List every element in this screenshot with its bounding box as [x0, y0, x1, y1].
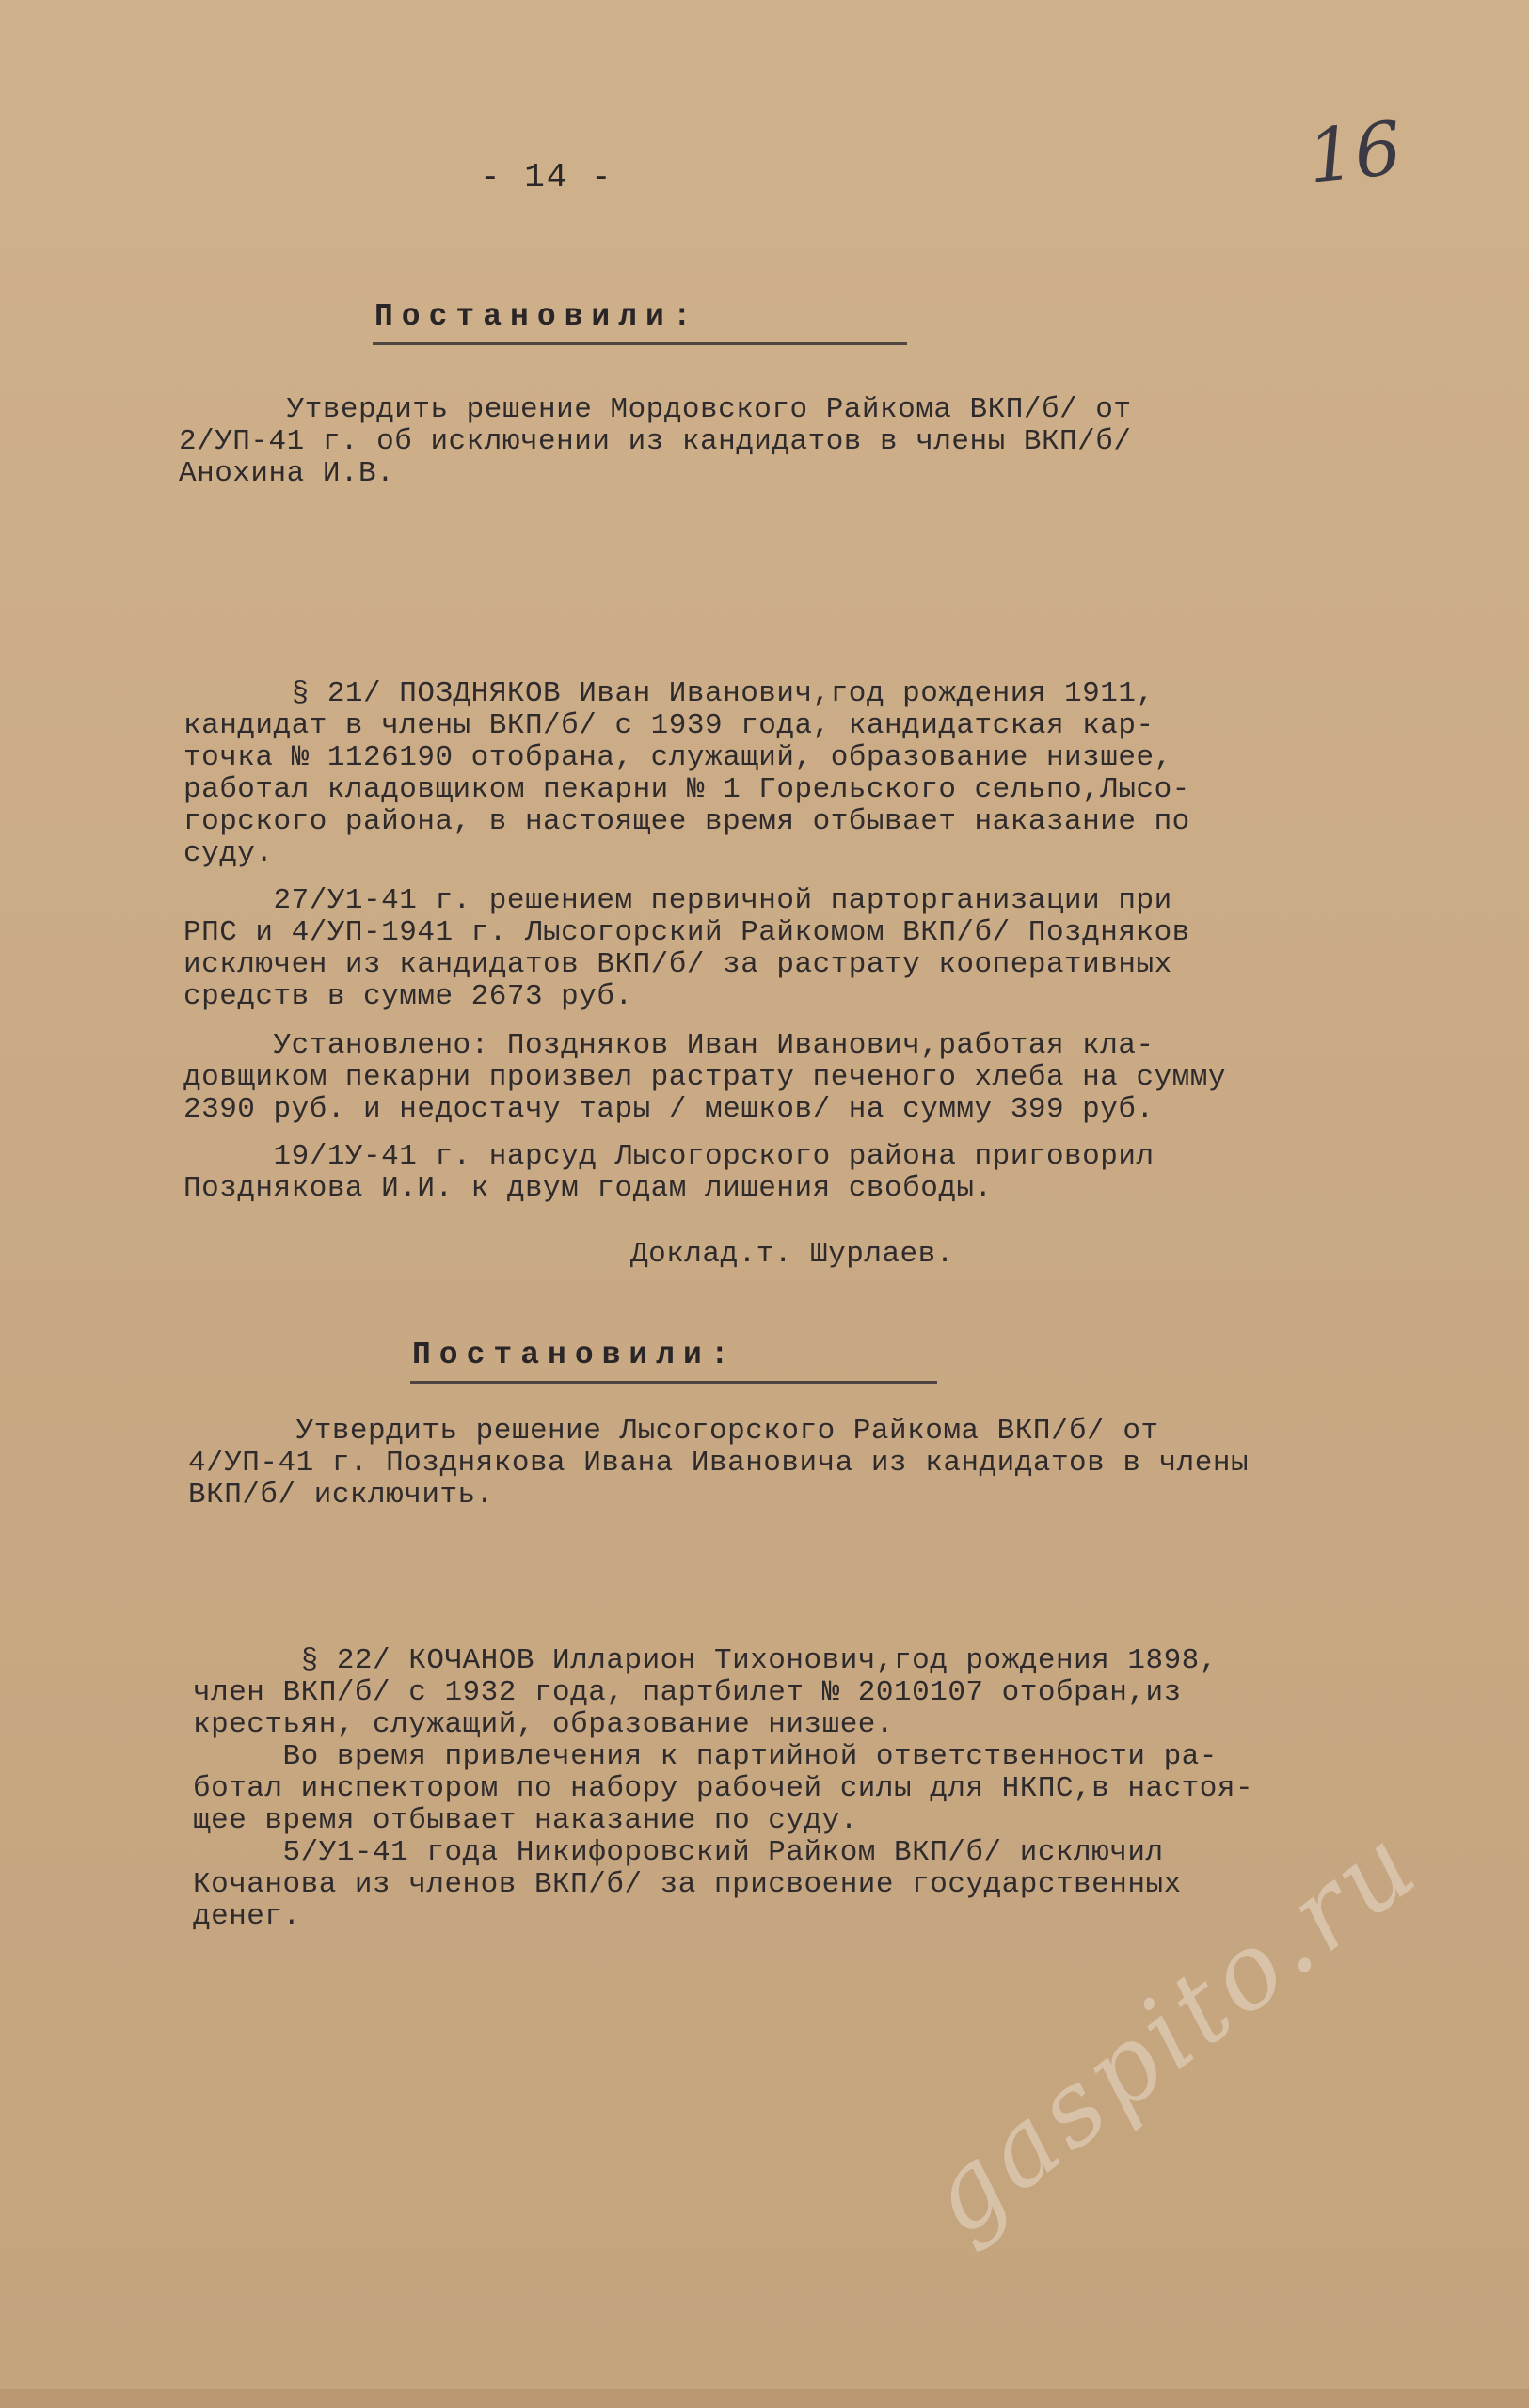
paragraph-22-line: крестьян, служащий, образование низшее.: [193, 1708, 895, 1741]
paragraph-21-line: довщиком пекарни произвел растрату печеного хлеба на сумму: [183, 1061, 1226, 1094]
paragraph-21-line: § 21/ ПОЗДНЯКОВ Иван Иванович,год рождения 1911,: [183, 677, 1155, 710]
paragraph-22-line: ботал инспектором по набору рабочей силы для НКПС,в настоя-: [193, 1772, 1254, 1805]
report-line: Доклад.т. Шурлаев.: [630, 1238, 954, 1271]
heading-underline-2: [410, 1381, 937, 1384]
resolution-2-line: ВКП/б/ исключить.: [188, 1479, 494, 1512]
resolution-1-line: 2/УП-41 г. об исключении из кандидатов в члены ВКП/б/: [179, 425, 1132, 458]
paragraph-21-line: кандидат в члены ВКП/б/ с 1939 года, кандидатская кар-: [183, 709, 1155, 742]
watermark: gaspito.ru: [903, 1801, 1441, 2258]
paragraph-21-line: суду.: [183, 837, 274, 870]
paragraph-21-line: 19/1У-41 г. нарсуд Лысогорского района приговорил: [183, 1140, 1155, 1173]
handwritten-page-number: 16: [1303, 106, 1406, 200]
paragraph-21-line: 2390 руб. и недостачу тары / мешков/ на сумму 399 руб.: [183, 1093, 1155, 1126]
paragraph-21-line: точка № 1126190 отобрана, служащий, образование низшее,: [183, 741, 1172, 774]
paragraph-21-line: горского района, в настоящее время отбывает наказание по: [183, 805, 1190, 838]
paragraph-21-line: Установлено: Поздняков Иван Иванович,работая кла-: [183, 1029, 1155, 1062]
resolution-1-line: Утвердить решение Мордовского Райкома ВКП/б/ от: [179, 393, 1132, 426]
resolution-2-line: Утвердить решение Лысогорского Райкома ВКП/б/ от: [188, 1415, 1159, 1448]
resolution-1-line: Анохина И.В.: [179, 457, 395, 490]
resolution-heading-2: Постановили:: [412, 1338, 738, 1372]
paragraph-21-line: работал кладовщиком пекарни № 1 Горельского сельпо,Лысо-: [183, 773, 1190, 806]
paragraph-21-line: исключен из кандидатов ВКП/б/ за растрату кооперативных: [183, 948, 1172, 981]
paragraph-22-line: денег.: [193, 1900, 301, 1933]
paragraph-21-line: Позднякова И.И. к двум годам лишения свободы.: [183, 1172, 993, 1205]
page-bottom-edge: [0, 2389, 1529, 2408]
paragraph-22-line: Кочанова из членов ВКП/б/ за присвоение государственных: [193, 1868, 1182, 1901]
paragraph-21-line: 27/У1-41 г. решением первичной парторганизации при: [183, 884, 1172, 917]
resolution-2-line: 4/УП-41 г. Позднякова Ивана Ивановича из кандидатов в члены: [188, 1447, 1250, 1480]
paragraph-22-line: щее время отбывает наказание по суду.: [193, 1804, 858, 1837]
paragraph-22-line: § 22/ КОЧАНОВ Илларион Тихонович,год рождения 1898,: [193, 1644, 1218, 1677]
paragraph-22-line: Во время привлечения к партийной ответственности ра-: [193, 1740, 1218, 1773]
page-number: - 14 -: [480, 158, 613, 197]
paragraph-22-line: член ВКП/б/ с 1932 года, партбилет № 2010107 отобран,из: [193, 1676, 1182, 1709]
resolution-heading-1: Постановили:: [374, 299, 700, 334]
heading-underline-1: [373, 342, 907, 345]
paragraph-21-line: РПС и 4/УП-1941 г. Лысогорский Райкомом ВКП/б/ Поздняков: [183, 916, 1190, 949]
paragraph-22-line: 5/У1-41 года Никифоровский Райком ВКП/б/ исключил: [193, 1836, 1164, 1869]
paragraph-21-line: средств в сумме 2673 руб.: [183, 980, 633, 1013]
